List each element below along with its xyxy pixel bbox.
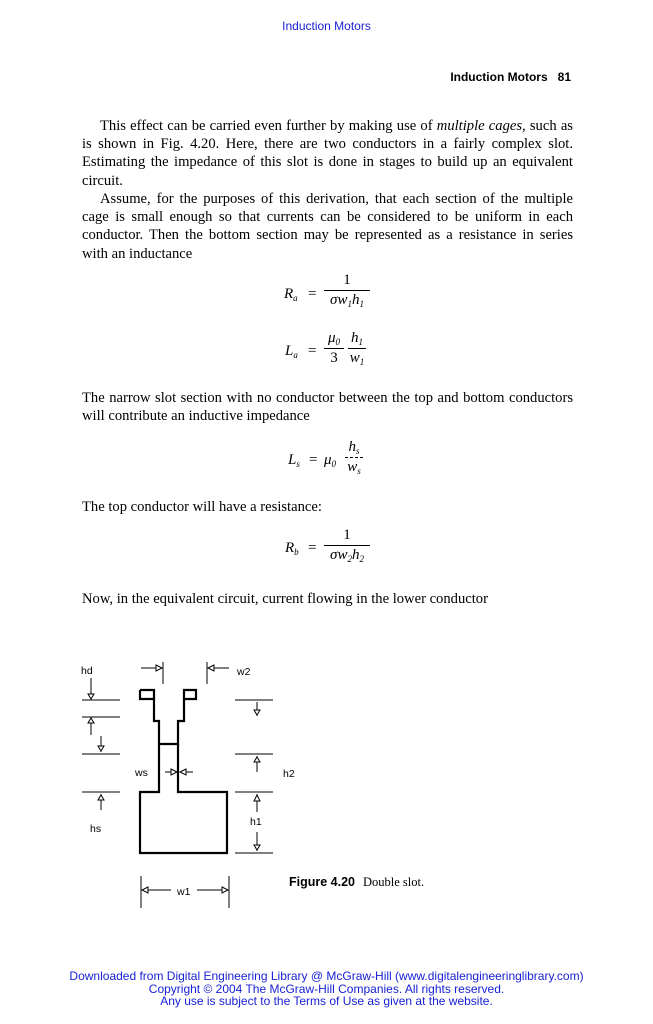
figure-caption [289,875,424,890]
label-w2: w2 [237,666,251,678]
eq1-fraction: 1 $\sigma w_1h_1$ [324,272,370,309]
label-hd: hd [81,665,93,677]
eq3-equals: = [309,452,318,468]
double-slot-figure [75,650,305,920]
footer-copyright: Copyright © 2004 The McGraw-Hill Companies. All rights reserved. [148,981,505,996]
running-title: Induction Motors [450,70,548,84]
label-ws: ws [135,767,148,779]
eq2-equals: = [308,343,317,359]
figure-caption-label: Figure 4.20 [289,875,355,889]
label-h1: h1 [250,816,262,828]
eq3-lhs: $L_s$ [288,452,300,469]
eq2-fraction-2: $h_1$ $w_1$ [349,330,365,367]
label-hs: hs [90,823,102,835]
eq1-equals: = [308,286,317,302]
footer [0,970,653,1008]
paragraph-3: The narrow slot section with no conductor between the top and bottom conductors will contribute an inductive impedance [82,390,573,425]
arrowheads [88,665,260,893]
footer-terms-link[interactable]: Any use is subject to the Terms of Use as given at the website. [160,994,493,1008]
paragraph-2: Assume, for the purposes of this derivation, that each section of the multiple cage is small enough so that currents can be considered to be uniform in each conductor. Then the bottom section may be represented as a resistance in series with an inductance [82,191,573,262]
eq4-fraction: 1 $\sigma w_2h_2$ [324,527,370,564]
eq1-lhs: $R_a$ [284,286,298,303]
page-number: 81 [557,70,571,84]
eq4-equals: = [308,540,317,556]
label-w1: w1 [177,886,191,898]
p1-emphasis: multiple cages, [436,118,526,134]
paragraph-5: Now, in the equivalent circuit, current flowing in the lower conductor [82,591,488,607]
figure-caption-text: Double slot. [363,875,425,889]
eq3-coefficient: $\mu_0$ [324,452,337,469]
eq4-lhs: $R_b$ [285,540,299,557]
label-h2: h2 [283,768,295,780]
eq2-lhs: $L_a$ [285,343,298,360]
running-header [450,70,571,84]
eq2-fraction-1: $\mu_0$ 3 [324,330,344,367]
p1-text-a: This effect can be carried even further by making use of [100,118,437,134]
footer-download-link[interactable]: Downloaded from Digital Engineering Library @ McGraw-Hill (www.digitalengineeringlibrary.com) [69,969,584,983]
paragraph-1 [82,117,573,190]
p1-text-b: such as is shown in Fig. 4.20. Here, there are two conductors in a fairly complex slot. Estimating the impedance of this slot is done in stages to build up an equivalent circuit. [82,118,573,189]
top-link[interactable]: Induction Motors [282,19,371,33]
eq3-fraction: $h_s$ $w_s$ [345,439,363,476]
paragraph-4: The top conductor will have a resistance: [82,499,322,515]
